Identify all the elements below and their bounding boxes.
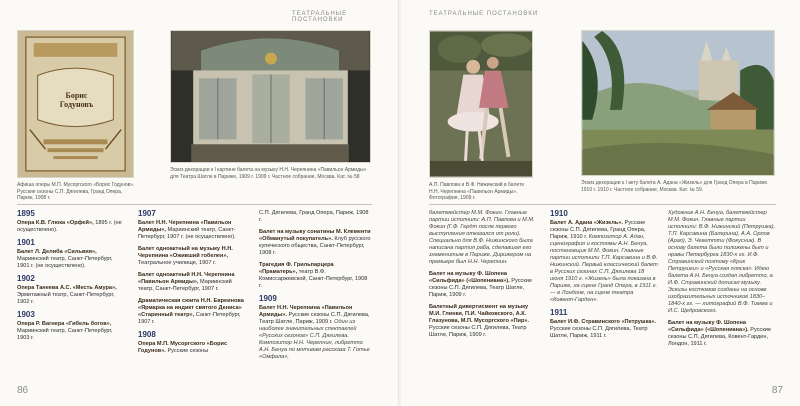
running-head-left: ТЕАТРАЛЬНЫЕ ПОСТАНОВКИ <box>292 11 348 23</box>
caption-fig2: Эскиз декорации к I картине балета на музыку Н.Н. Черепнина «Павильон Армиды» для Театра Шатле в Париже, 1909 г. 1909 г. Частное собрание, Москва. Кат. № 58 <box>170 167 367 180</box>
entry-title: Балет на музыку сонатины М. Клементи «Обманутый покупатель». <box>259 229 371 242</box>
entry-text: Русские сезоны С.П. Дягилева, Театр Шатле, Париж, 1909 г. <box>259 312 370 325</box>
entry-note: Художник А.Н. Бенуа, балетмейстер М.М. Фокин. Главные партии исполнили: В.Ф. Нижинский (Петрушка), Т.П. Карсавина (Балерина), А.А. Орлов (Арап), Э. Чекеттти (Фокусник). В основу балета были положены быт и нравы Петербурга 1830-х гг. И.Ф. Стравинский поэтому «Крик Петрушки» и «Русская пляска». Идею балета А.Н. Бенуа создал либретто, а И.Ф. Стравинский дописал музыку. Эскизы костюмов созданы на основе изобразительных источников 1830–1840-х гг. — литографий В.Ф. Тимма и И.С. Щедровского. <box>668 210 776 314</box>
year-heading: 1909 <box>259 294 277 303</box>
caption-fig3: А.П. Павлова и В.Ф. Нижинский в балете Н.Н. Черепнина «Павильон Армиды». Фотография, 1909 г. <box>429 182 525 202</box>
entry-text: Мариинский театр, Санкт-Петербург, 1907 г. <box>138 279 232 292</box>
entry <box>17 249 125 270</box>
giselle-landscape-illustration <box>582 31 774 175</box>
dancers-photo <box>429 30 533 178</box>
entry-text: Русские сезоны С.П. Дягилева, Ковент-Гарден, Лондон, 1911 г. <box>668 327 772 347</box>
column-2 <box>138 210 246 360</box>
entry-text: Русские сезоны С.П. Дягилева, Гранд Опера, Париж, 1910 г. <box>550 220 646 240</box>
page-number-right: 87 <box>771 385 783 396</box>
entry <box>17 220 125 234</box>
entry-title: Балет одноактный Н.Н. Черепнина «Павильон Армиды», <box>138 272 235 285</box>
entry-title: Балет одноактный на музыку Н.Н. Черепнина «Оживший гобелен», <box>138 246 233 259</box>
year-heading: 1902 <box>17 274 35 283</box>
column-6 <box>668 210 776 353</box>
column-3 <box>259 210 371 366</box>
running-head-right: ТЕАТРАЛЬНЫЕ ПОСТАНОВКИ <box>429 11 539 17</box>
entry-title: Балетный дивертисмент на музыку М.И. Глинки, П.И. Чайковского, А.К. Глазунова, М.П. Мусоргского «Пир». <box>429 304 530 324</box>
entry-text: С.П. Дягилева, Гранд Опера, Париж, 1908 г. <box>259 210 369 223</box>
entry-title: Балет на музыку Ф. Шопена «Сильфида» («Шопениана»). <box>429 271 510 284</box>
entry-text: Русские сезоны С.П. Дягилева, Театр Шатле, Париж, 1909 г. <box>429 278 533 298</box>
entry <box>550 220 658 304</box>
entry-note: Композитор А. Адан, сценография и костюмы А.Н. Бенуа, постановщик М.М. Фокин. Главные партии исполнили Т.П. Карсавина и В.Ф. Нижинский. Первый классический балет в Русских сезонах С.П. Дягилева 18 июня 1910 г. «Жизель» была показана в Париже, на сцене Гранд Опера, в 1911 г. — в Лондоне, на сцене театра «Ковент-Гарден». <box>550 234 658 303</box>
caption-fig1: Афиша оперы М.П. Мусоргского «Борис Годунов». Русские сезоны С.П. Дягилева, Гранд Опера, Париж, 1908 г. <box>17 182 135 202</box>
entry <box>668 210 776 315</box>
entry <box>138 341 246 355</box>
entry <box>429 271 537 299</box>
divider-right <box>429 204 776 205</box>
caption-fig4: Эскиз декорации к I акту балета А. Адана «Жизель» для Гранд Опера в Париже, 1910 г. 1910 г. Частное собрание, Москва. Кат. № 59. <box>581 180 769 193</box>
set-design-image <box>170 30 371 163</box>
entry-text: Санкт-Петербург, 1907 г. <box>138 312 241 325</box>
year-heading: 1907 <box>138 209 156 218</box>
entry <box>138 246 246 267</box>
entry <box>259 262 371 290</box>
entry-title: Драматическая сюита Н.Н. Евреинова «Ярмарка на индикт святого Дениса» «Старинный театр», <box>138 298 244 318</box>
entry-text: Мариинский театр, Санкт-Петербург, 1903 г. <box>17 328 113 341</box>
entry <box>550 319 658 340</box>
entry-title: Опера М.П. Мусоргского «Борис Годунов». <box>138 341 228 354</box>
entry <box>138 272 246 293</box>
entry <box>429 210 537 266</box>
year-heading: 1911 <box>550 308 568 317</box>
column-5 <box>550 210 658 345</box>
entry-text: Клуб русского купеческого общества, Санкт-Петербург, 1908 г. <box>259 236 371 256</box>
year-heading: 1901 <box>17 238 35 247</box>
entry-note: балетмейстер М.М. Фокин. Главные партии исполнили: А.П. Павлова и М.М. Фокин (Г.Ф. Гердт после первого выступления отказался от роли). Специально для В.Ф. Нижинского была написана партия раба, сделавшая его знаменитым в Париже. Дирижером на премьере был Н.Н. Черепнин. <box>429 210 535 265</box>
entry <box>259 305 371 361</box>
entry-title: Опера Р. Вагнера «Гибель богов», <box>17 321 112 327</box>
entry-text: Мариинский театр, Санкт-Петербург, 1901 г. (не осуществлено). <box>17 256 113 269</box>
set-design-illustration <box>171 31 370 162</box>
poster-title: Борис Годуновъ <box>59 91 94 109</box>
entry-text: Театральное училище, 1907 г. <box>138 260 216 266</box>
entry-text: Эрмитажный театр, Санкт-Петербург, 1902 г. <box>17 292 115 305</box>
right-page <box>401 0 800 406</box>
entry-text: Русские сезоны С.П. Дягилева, Театр Шатле, Париж, 1909 г. <box>429 325 527 338</box>
entry <box>259 229 371 257</box>
entry-title: Балет Н.Н. Черепнина «Павильон Армиды». <box>259 305 353 318</box>
entry-note: Один из наиболее значительных спектаклей «Русских сезонов» С.П. Дягилева. Композитор Н.Н. Черепнин, либретто А.Н. Бенуа по мотивам рассказа Т. Готье «Омфала», <box>259 319 370 360</box>
entry <box>17 321 125 342</box>
entry-text: 1895 г. (не осуществлено). <box>17 220 122 233</box>
divider-left <box>17 204 372 205</box>
giselle-set-image <box>581 30 775 176</box>
entry <box>17 285 125 306</box>
entry-title: Опера Танеева А.С. «Месть Амура», <box>17 285 117 291</box>
entry <box>138 298 246 326</box>
entry-text: Русские сезоны С.П. Дягилева, Театр Шатле, Париж, 1911 г. <box>550 326 648 339</box>
entry-title: Трагедия Ф. Грильпарцера «Праматерь», <box>259 262 334 275</box>
entry-title: Балет А. Адана «Жизель». <box>550 220 623 226</box>
dancers-illustration <box>430 31 532 177</box>
entry-title: Балет Л. Делиба «Сильвия», <box>17 249 97 255</box>
entry <box>259 210 371 224</box>
entry-title: Балет И.Ф. Стравинского «Петрушка». <box>550 319 657 325</box>
entry <box>138 220 246 241</box>
year-heading: 1910 <box>550 209 568 218</box>
entry-text: Русские сезоны <box>167 348 209 354</box>
column-1 <box>17 210 125 347</box>
entry <box>429 304 537 339</box>
entry-title: Балет на музыку Ф. Шопена «Сильфида» («Шопениана»). <box>668 320 749 333</box>
page-number-left: 86 <box>17 385 29 396</box>
entry-title: Балет Н.Н. Черепнина «Павильон Армиды», <box>138 220 232 233</box>
column-4 <box>429 210 537 344</box>
left-page <box>0 0 399 406</box>
entry-title: Опера К.В. Глюка «Орфей», <box>17 220 94 226</box>
entry-text: Мариинский театр, Санкт-Петербург, 1907 г. (не осуществлено). <box>138 227 236 240</box>
entry <box>668 320 776 348</box>
year-heading: 1903 <box>17 310 35 319</box>
poster-image <box>17 30 134 178</box>
year-heading: 1908 <box>138 330 156 339</box>
entry-text: театр В.Ф. Комиссаржевской, Санкт-Петербург, 1908 г. <box>259 269 368 289</box>
year-heading: 1895 <box>17 209 35 218</box>
